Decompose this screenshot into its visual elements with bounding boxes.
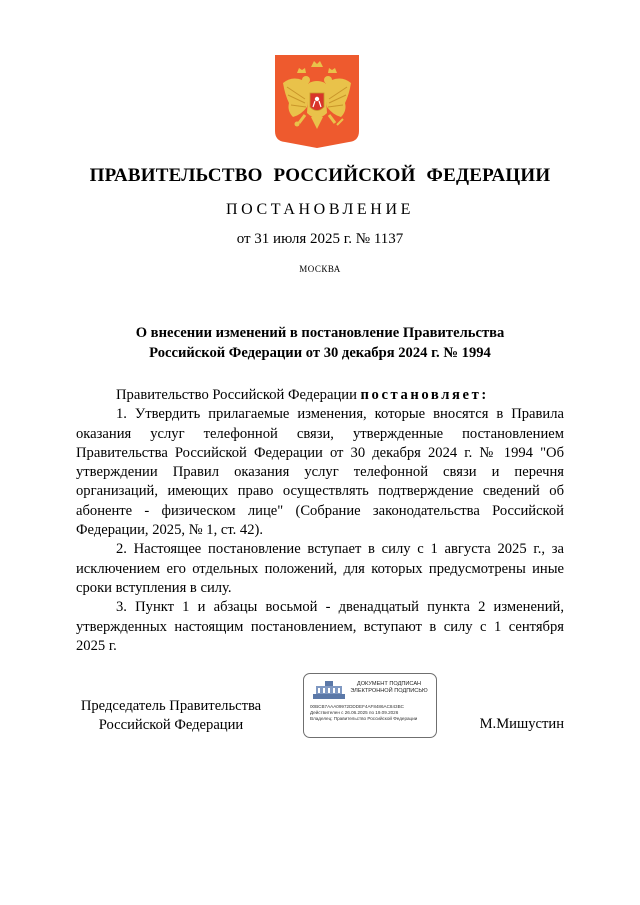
stamp-title [346,681,432,695]
resolves-word: постановляет: [360,387,489,403]
intro-text: Правительство Российской Федерации [116,387,361,403]
certificate-serial: 00BCB7AAA09972DDDEF4AF8486AC843BC [310,704,404,709]
document-type: ПОСТАНОВЛЕНИЕ [226,201,414,218]
stamp-title-line-1: ДОКУМЕНТ ПОДПИСАН [356,681,422,687]
paragraph-3: 3. Пункт 1 и абзацы восьмой - двенадцатый пункта 2 изменений, утвержденных настоящим постановлением, вступают в силу с 1 сентября 2025 г. [76,599,564,654]
paragraph-1: 1. Утвердить прилагаемые изменения, которые вносятся в Правила оказания услуг телефонной связи, утвержденные постановлением Правительства Российской Федерации от 30 декабря 2024 г. № 1994 "Об утверждении Правил оказания услуг телефонной связи и перечня организаций, имеющих право осуществлять подтверждение сведений об абоненте - физическом лице" (Собрание законодательства Российской Федерации, 2025, № 1, ст. 42). [76,406,564,539]
electronic-signature-stamp [303,673,437,738]
subject-line-2: Российской Федерации от 30 декабря 2024 г. № 1994 [149,345,491,361]
document-date-number: от 31 июля 2025 г. № 1137 [236,231,404,247]
stamp-title-line-2: ЭЛЕКТРОННОЙ ПОДПИСЬЮ [350,688,428,694]
document-subject [100,323,540,363]
intro-paragraph [76,386,564,405]
position-line-1: Председатель Правительства [80,698,262,714]
coat-of-arms-icon [275,55,359,148]
signatory-position [76,697,266,735]
certificate-validity: Действителен с 26.06.2025 по 19.09.2026 [310,710,399,715]
signatory-name: М.Мишустин [479,716,564,732]
government-title: ПРАВИТЕЛЬСТВО РОССИЙСКОЙ ФЕДЕРАЦИИ [89,165,551,186]
document-city: МОСКВА [299,264,341,274]
stamp-details [310,704,434,722]
paragraph-2: 2. Настоящее постановление вступает в силу с 1 августа 2025 г., за исключением его отдельных положений, для которых предусмотрены иные сроки вступления в силу. [76,541,564,596]
government-building-icon [312,680,346,700]
certificate-owner: Владелец: Правительство Российской Федерации [310,716,418,721]
subject-line-1: О внесении изменений в постановление Правительства [135,325,505,341]
position-line-2: Российской Федерации [98,717,244,733]
document-body [76,386,564,656]
